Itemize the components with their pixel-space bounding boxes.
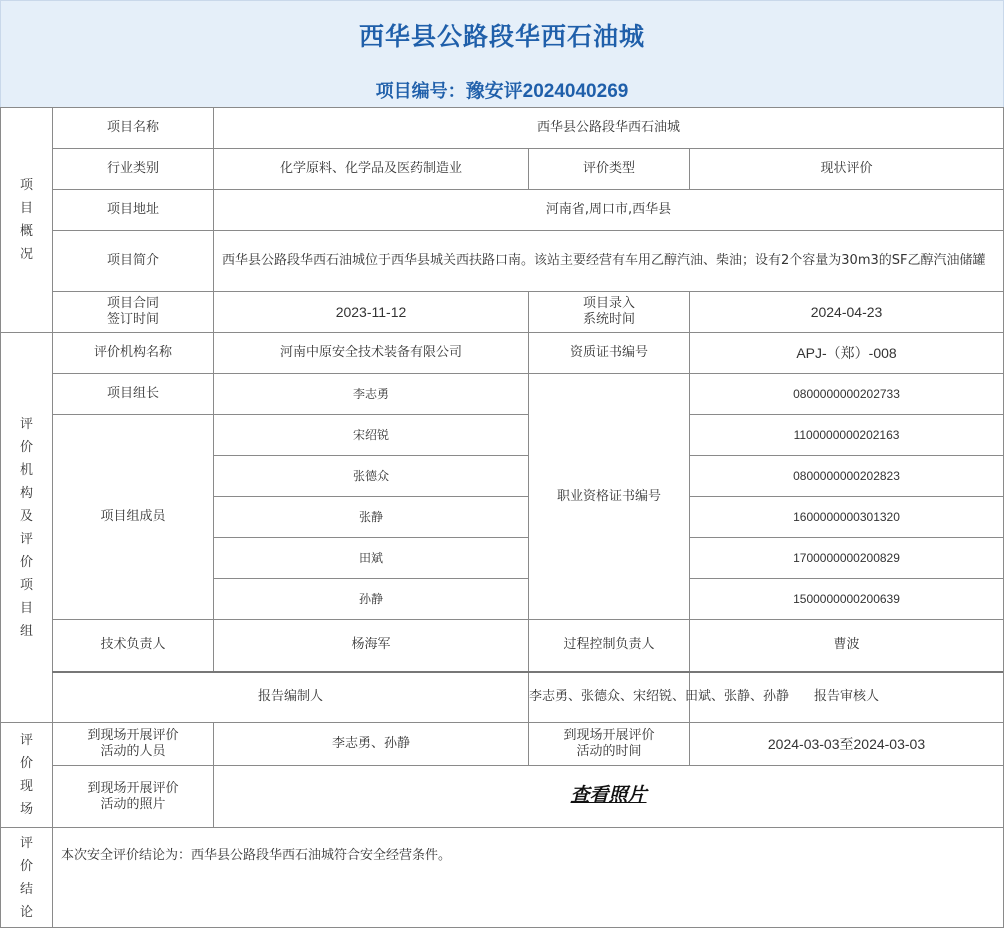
- member-cert: 0800000000202823: [690, 456, 1004, 497]
- label-cert-no: 资质证书编号: [529, 333, 690, 374]
- label-address: 项目地址: [53, 190, 214, 231]
- member-name: 孙静: [214, 579, 529, 620]
- project-number-label: 项目编号：: [375, 81, 466, 102]
- label-org-name: 评价机构名称: [53, 333, 214, 374]
- page-title: 西华县公路段华西石油城: [358, 22, 645, 51]
- label-site-photos: 到现场开展评价 活动的照片: [53, 766, 214, 828]
- page-header: [0, 0, 1004, 107]
- label-eval-type: 评价类型: [529, 149, 690, 190]
- value-conclusion: 本次安全评价结论为：西华县公路段华西石油城符合安全经营条件。: [53, 828, 1004, 928]
- member-cert: 1700000000200829: [690, 538, 1004, 579]
- section-label-overview: 项 目 概 况: [1, 108, 53, 333]
- section-label-org: 评 价 机 构 及 评 价 项 目 组: [1, 333, 53, 723]
- label-qual-cert: 职业资格证书编号: [529, 374, 690, 620]
- member-name: 宋绍锐: [214, 415, 529, 456]
- value-industry: 化学原料、化学品及医药制造业: [214, 149, 529, 190]
- label-intro: 项目简介: [53, 231, 214, 292]
- value-site-time: 2024-03-03至2024-03-03: [690, 723, 1004, 766]
- value-eval-type: 现状评价: [690, 149, 1004, 190]
- value-tech-lead: 杨海军: [214, 620, 529, 672]
- section-label-conclusion: 评 价 结 论: [1, 828, 53, 928]
- label-report-reviewer: 报告审核人: [690, 672, 1004, 723]
- value-project-name: 西华县公路段华西石油城: [214, 108, 1004, 149]
- member-name: 张静: [214, 497, 529, 538]
- label-process-lead: 过程控制负责人: [529, 620, 690, 672]
- member-name: 田斌: [214, 538, 529, 579]
- project-number-value: 豫安评2024040269: [465, 81, 629, 102]
- value-site-people: 李志勇、孙静: [214, 723, 529, 766]
- member-cert: 1500000000200639: [690, 579, 1004, 620]
- photos-cell: [214, 766, 1004, 828]
- member-name: 张德众: [214, 456, 529, 497]
- member-cert: 1100000000202163: [690, 415, 1004, 456]
- project-info-table: [0, 107, 1004, 928]
- label-contract-date: 项目合同 签订时间: [53, 292, 214, 333]
- value-leader-cert: 0800000000202733: [690, 374, 1004, 415]
- value-entry-date: 2024-04-23: [690, 292, 1004, 333]
- label-entry-date: 项目录入 系统时间: [529, 292, 690, 333]
- label-report-author: 报告编制人: [53, 672, 529, 723]
- label-members: 项目组成员: [53, 415, 214, 620]
- value-cert-no: APJ-（郑）-008: [690, 333, 1004, 374]
- value-org-name: 河南中原安全技术装备有限公司: [214, 333, 529, 374]
- member-cert: 1600000000301320: [690, 497, 1004, 538]
- label-industry: 行业类别: [53, 149, 214, 190]
- value-contract-date: 2023-11-12: [214, 292, 529, 333]
- value-intro: 西华县公路段华西石油城位于西华县城关西扶路口南。该站主要经营有车用乙醇汽油、柴油；设有2个容量为30m3的SF乙醇汽油储罐: [214, 231, 1004, 292]
- value-report-authors: 李志勇、张德众、宋绍锐、田斌、张静、孙静: [529, 672, 690, 723]
- view-photos-link[interactable]: 查看照片: [570, 784, 647, 806]
- label-tech-lead: 技术负责人: [53, 620, 214, 672]
- label-project-name: 项目名称: [53, 108, 214, 149]
- value-address: 河南省,周口市,西华县: [214, 190, 1004, 231]
- label-leader: 项目组长: [53, 374, 214, 415]
- value-process-lead: 曹波: [690, 620, 1004, 672]
- section-label-site: 评 价 现 场: [1, 723, 53, 828]
- label-site-time: 到现场开展评价 活动的时间: [529, 723, 690, 766]
- value-leader: 李志勇: [214, 374, 529, 415]
- label-site-people: 到现场开展评价 活动的人员: [53, 723, 214, 766]
- project-number: [1, 76, 1003, 103]
